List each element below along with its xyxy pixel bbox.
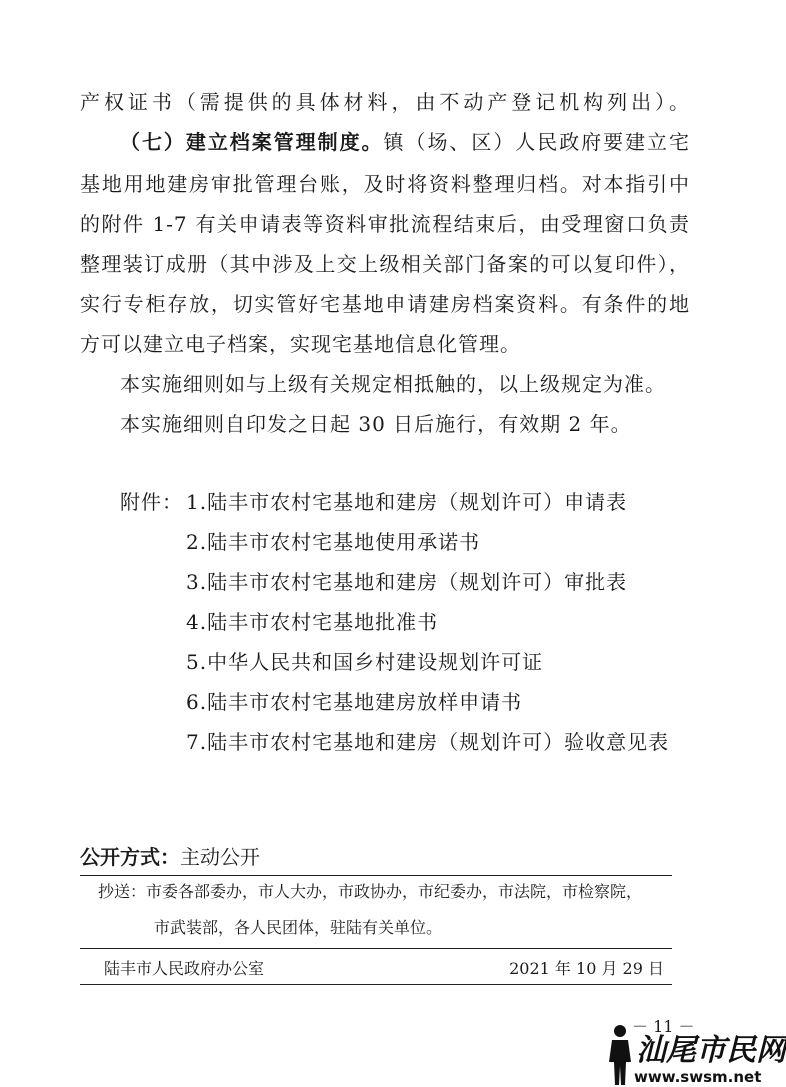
watermark-url: www.swsm.net	[634, 1068, 762, 1086]
paragraph-line: 整理装订成册（其中涉及上交上级相关部门备案的可以复印件），	[80, 252, 690, 276]
divider-middle	[80, 948, 672, 949]
issuing-office: 陆丰市人民政府办公室	[104, 959, 265, 978]
attachment-item: 6.陆丰市农村宅基地建房放样申请书	[186, 690, 523, 714]
disclosure-line	[80, 843, 260, 871]
section-7-text: 镇（场、区）人民政府要建立宅	[383, 130, 691, 154]
disclosure-label: 公开方式：	[80, 845, 180, 869]
disclosure-value: 主动公开	[180, 845, 260, 869]
person-silhouette-icon	[604, 1022, 636, 1087]
site-watermark	[604, 1022, 786, 1087]
divider-bottom	[80, 984, 672, 985]
attachments-label: 附件：	[120, 490, 183, 514]
attachment-item: 2.陆丰市农村宅基地使用承诺书	[186, 530, 481, 554]
attachment-item: 3.陆丰市农村宅基地和建房（规划许可）审批表	[186, 570, 628, 594]
attachment-item: 5.中华人民共和国乡村建设规划许可证	[186, 650, 544, 674]
section-7-heading: （七）建立档案管理制度。	[120, 130, 384, 154]
issue-date: 2021 年 10 月 29 日	[509, 959, 664, 978]
paragraph-line: 基地用地建房审批管理台账，及时将资料整理归档。对本指引中	[80, 172, 690, 196]
divider-top	[80, 875, 672, 876]
conflict-rule-paragraph: 本实施细则如与上级有关规定相抵触的，以上级规定为准。	[120, 372, 666, 396]
paragraph-line: 的附件 1-7 有关申请表等资料审批流程结束后，由受理窗口负责	[80, 212, 690, 236]
paragraph-line: 实行专柜存放，切实管好宅基地申请建房档案资料。有条件的地	[80, 292, 690, 316]
paragraph-line: 方可以建立电子档案，实现宅基地信息化管理。	[80, 332, 521, 356]
paragraph-line: 产权证书（需提供的具体材料，由不动产登记机构列出）。	[80, 90, 690, 114]
watermark-title: 汕尾市民网	[636, 1033, 786, 1068]
attachment-item: 7.陆丰市农村宅基地和建房（规划许可）验收意见表	[186, 730, 670, 754]
effective-date-paragraph: 本实施细则自印发之日起 30 日后施行，有效期 2 年。	[120, 412, 632, 436]
attachment-item: 1.陆丰市农村宅基地和建房（规划许可）申请表	[186, 490, 628, 514]
section-7-first-line	[120, 128, 690, 156]
page-number: － 11 －	[632, 1017, 695, 1036]
cc-line: 市武装部，各人民团体，驻陆有关单位。	[154, 918, 443, 937]
attachment-item: 4.陆丰市农村宅基地批准书	[186, 610, 439, 634]
cc-line: 抄送：市委各部委办，市人大办，市政协办，市纪委办，市法院，市检察院，	[98, 882, 643, 901]
